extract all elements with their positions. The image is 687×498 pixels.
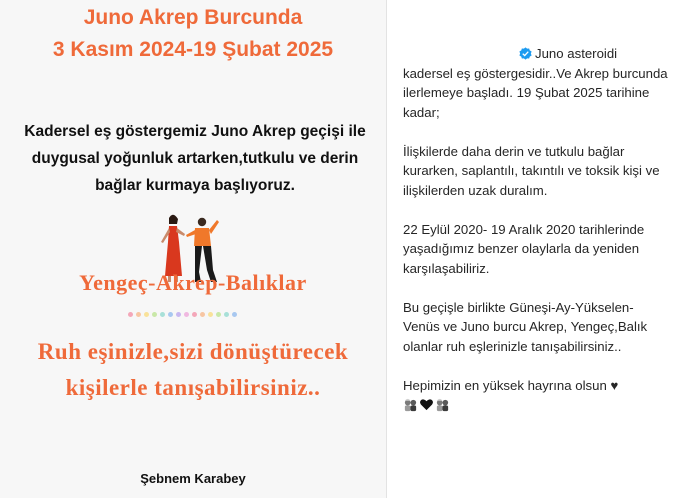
image-message: Ruh eşinizle,sizi dönüştürecek kişilerle tanışabilirsiniz.. [37,339,349,400]
decorative-dot [136,312,141,317]
decorative-dot [160,312,165,317]
image-signs: Yengeç-Akrep-Balıklar [79,270,307,295]
couple-with-veil-icon [403,397,418,412]
decorative-dot [232,312,237,317]
couple-with-veil-icon [435,397,450,412]
caption-paragraph-1 [403,44,673,122]
decorative-dot [152,312,157,317]
emoji-row [403,397,673,412]
rainbow-dots [128,312,237,317]
caption-p1-rest: kadersel eş göstergesidir..Ve Akrep burcunda ilerlemeye başladı. 19 Şubat 2025 tarihine kadar; [403,65,668,120]
decorative-dot [224,312,229,317]
image-title-line2: 3 Kasım 2024-19 Şubat 2025 [52,38,334,61]
caption-p1-start: Juno asteroidi [535,46,618,61]
decorative-dot [168,312,173,317]
decorative-dot [144,312,149,317]
decorative-dot [200,312,205,317]
decorative-dot [216,312,221,317]
image-author: Şebnem Karabey [140,471,246,486]
decorative-dot [128,312,133,317]
caption-paragraph-4: Bu geçişle birlikte Güneşi-Ay-Yükselen- Venüs ve Juno burcu Akrep, Yengeç,Balık olanlar ruh eşlerinizle tanışabilirsiniz.. [403,299,648,354]
verified-badge-icon [519,47,532,60]
caption-paragraph-2: İlişkilerde daha derin ve tutkulu bağlar kurarken, saplantılı, takıntılı ve toksik kişi ve ilişkilerden uzak duralım. [403,143,660,198]
decorative-dot [192,312,197,317]
image-subtitle: Kadersel eş göstergemiz Juno Akrep geçişi ile duygusal yoğunluk artarken,tutkulu ve derin bağlar kurmaya başlıyoruz. [24,123,366,194]
caption-paragraph-3: 22 Eylül 2020- 19 Aralık 2020 tarihlerinde yaşadığımız benzer olaylarla da yeniden karşılaşabiliriz. [403,221,645,276]
decorative-dot [184,312,189,317]
caption-p5: Hepimizin en yüksek hayrına olsun ♥ [403,377,619,393]
caption-paragraph-5 [403,376,673,396]
caption-first-line [403,46,617,61]
post-caption [403,44,673,412]
decorative-dot [208,312,213,317]
image-title-line1: Juno Akrep Burcunda [83,6,303,29]
heart-icon [419,397,434,412]
decorative-dot [176,312,181,317]
